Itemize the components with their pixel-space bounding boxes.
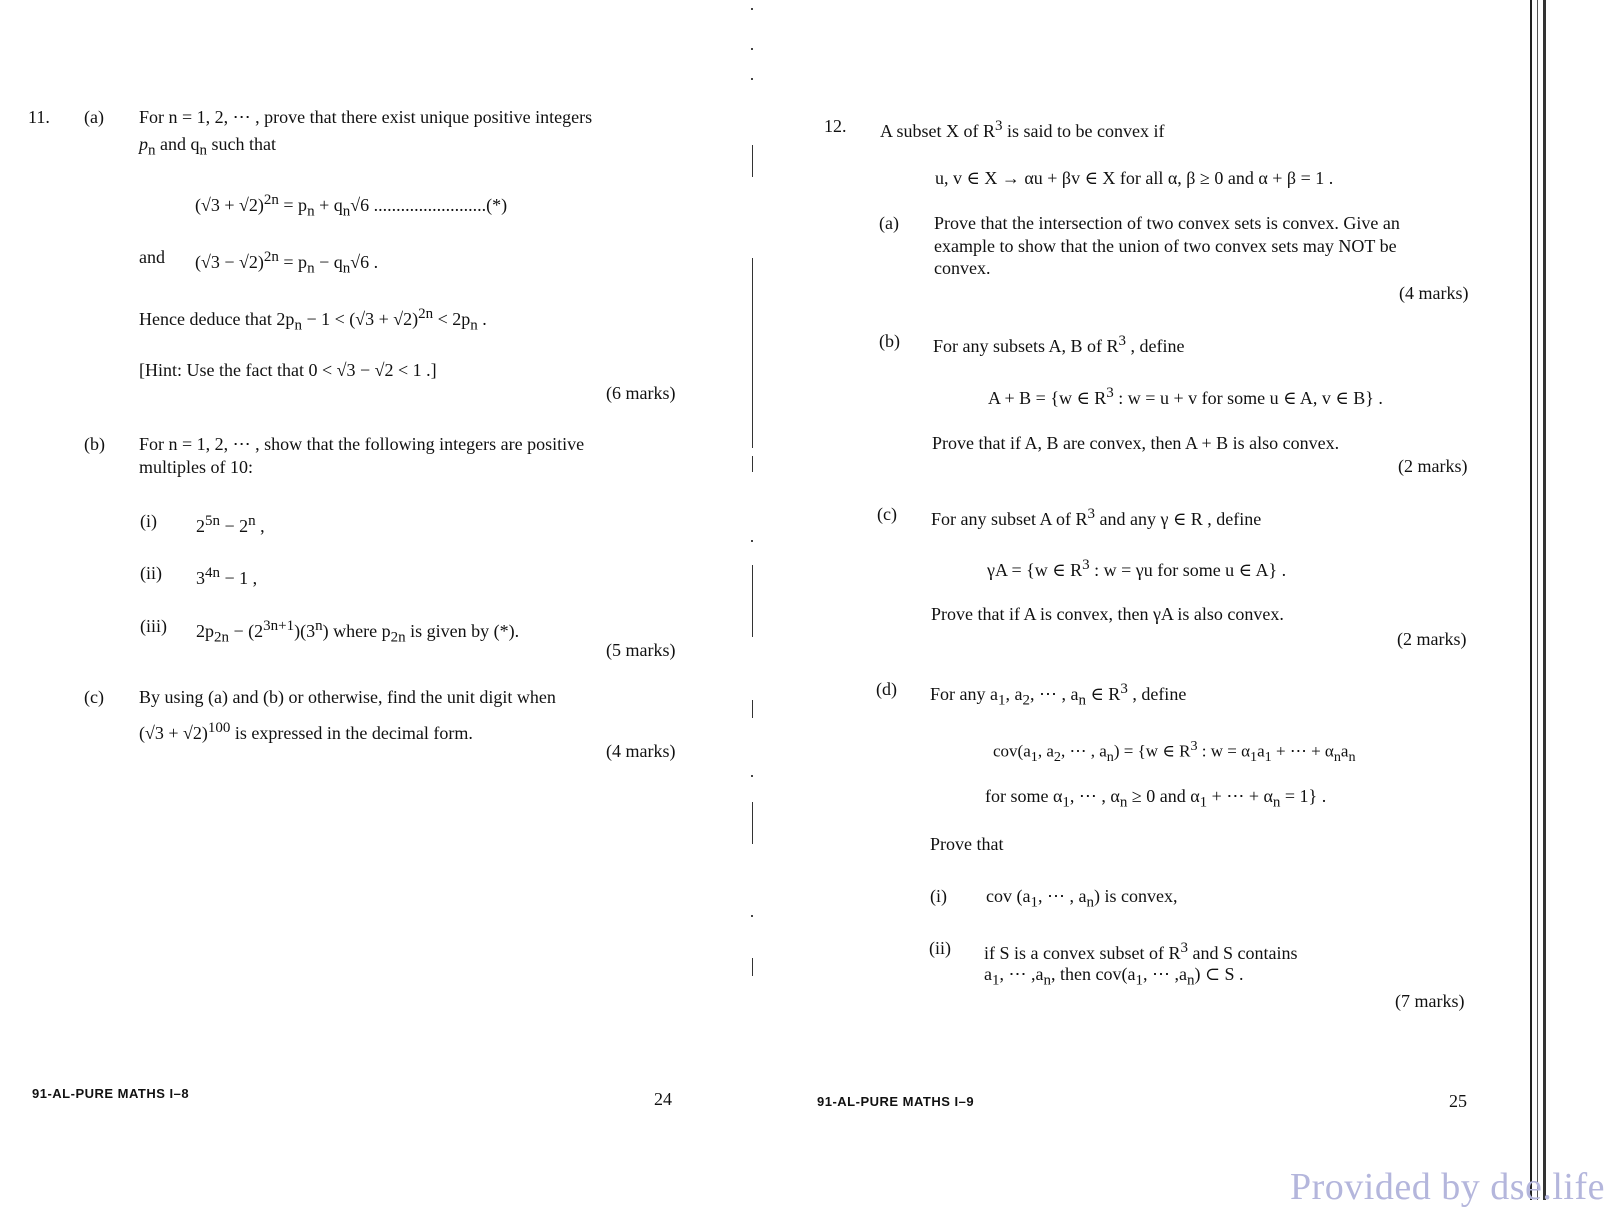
q12c-prove: Prove that if A is convex, then γA is also convex.: [931, 604, 1284, 624]
q12-intro: A subset X of $R^3$ is said to be convex if: [880, 118, 1165, 141]
gutter-dot: [751, 78, 753, 80]
gutter-line: [752, 565, 753, 637]
question-number-12: 12.: [824, 116, 847, 136]
gutter-dot: [751, 48, 753, 50]
convex-definition: u, v ∈ X → αu + βv ∈ X for all α, β ≥ 0 and α + β = 1 .: [935, 168, 1334, 188]
q11b-ii-expr: $3^{4n} - 1$ ,: [196, 565, 258, 588]
gutter-dot: [751, 915, 753, 917]
equation-conjugate: $(√3 - √2)^{2n} = p_n - q_n√6$ .: [195, 249, 379, 277]
marks-11a: (6 marks): [606, 383, 676, 403]
q12b-line1: For any subsets A, B of $R^3$ , define: [933, 333, 1185, 356]
left-footer: 91-AL-PURE MATHS I–8: [32, 1086, 190, 1101]
hint-text: [Hint: Use the fact that 0 < √3 − √2 < 1 .]: [139, 360, 437, 380]
q11c-line1: By using (a) and (b) or otherwise, find the unit digit when: [139, 687, 556, 707]
gutter-dot: [751, 775, 753, 777]
and-label: and: [139, 247, 165, 267]
q12-part-b-label: (b): [879, 331, 900, 351]
q11b-line1: For n = 1, 2, ⋯ , show that the following integers are positive: [139, 434, 585, 454]
equation-star: $(√3 + √2)^{2n} = p_n + q_n√6$ .........................(*): [195, 192, 508, 220]
marks-11b: (5 marks): [606, 640, 676, 660]
marks-12c: (2 marks): [1397, 629, 1467, 649]
q12d-ii-line1: if S is a convex subset of $R^3$ and S contains: [984, 940, 1298, 963]
q11b-iii-expr: $2p_{2n} - (2^{3n+1})(3^n)$ where $p_{2n}$ is given by (*).: [196, 618, 520, 646]
sum-set-definition: A + B = {w ∈ $R^3$ : w = u + v for some u ∈ A, v ∈ B} .: [988, 385, 1383, 408]
scan-edge: [1543, 0, 1546, 1200]
q11a-line1: For n = 1, 2, ⋯ , prove that there exist unique positive integers: [139, 107, 593, 127]
q12a-line3: convex.: [934, 258, 991, 278]
deduce-statement: Hence deduce that $2p_n - 1 < (√3 + √2)^{2n} < 2p_n$ .: [139, 306, 487, 334]
part-c-label: (c): [84, 687, 104, 707]
q12d-i-label: (i): [930, 886, 947, 906]
q12d-prove-that: Prove that: [930, 834, 1004, 854]
gutter-dot: [751, 8, 753, 10]
scan-edge: [1537, 0, 1538, 1200]
gutter-dot: [751, 540, 753, 542]
gutter-line: [752, 456, 753, 472]
right-footer: 91-AL-PURE MATHS I–9: [817, 1094, 975, 1109]
q12a-line1: Prove that the intersection of two convex sets is convex. Give an: [934, 213, 1400, 233]
q11b-i-label: (i): [140, 511, 157, 531]
q11c-line2: $(√3 + √2)^{100}$ is expressed in the decimal form.: [139, 720, 473, 743]
q11a-line2: $p_n$ and $q_n$ such that: [139, 134, 276, 159]
convex-hull-definition: $cov(a_1$, $a_2$, ⋯ , $a_n) = \{w$ ∈ $R^3$ : $w = \alpha_1a_1$ + ⋯ + $\alpha_na_n$: [993, 738, 1356, 766]
right-page-number: 25: [1449, 1091, 1467, 1111]
left-page-number: 24: [654, 1089, 672, 1109]
scan-edge: [1530, 0, 1532, 1200]
q12d-line1: For any $a_1$, $a_2$, ⋯ , $a_n$ ∈ $R^3$ , define: [930, 681, 1187, 709]
marks-11c: (4 marks): [606, 741, 676, 761]
q12-part-a-label: (a): [879, 213, 899, 233]
q11b-ii-label: (ii): [140, 563, 162, 583]
q11b-line2: multiples of 10:: [139, 457, 253, 477]
q12d-i-statement: cov ($a_1$, ⋯ , $a_n$) is convex,: [986, 886, 1178, 911]
q12-part-d-label: (d): [876, 679, 897, 699]
q11b-i-expr: $2^{5n} - 2^n$ ,: [196, 513, 265, 536]
part-b-label: (b): [84, 434, 105, 454]
q12b-prove: Prove that if A, B are convex, then A + B is also convex.: [932, 433, 1340, 453]
q12c-line1: For any subset A of $R^3$ and any γ ∈ R , define: [931, 506, 1262, 529]
marks-12b: (2 marks): [1398, 456, 1468, 476]
watermark: Provided by dse.life: [1290, 1166, 1606, 1208]
question-number-11: 11.: [28, 107, 50, 127]
marks-12a: (4 marks): [1399, 283, 1469, 303]
q12d-ii-line2: $a_1$, ⋯ $,a_n$, then $cov(a_1$, ⋯ $,a_n$) ⊂ S .: [984, 964, 1244, 989]
q12a-line2: example to show that the union of two convex sets may NOT be: [934, 236, 1397, 256]
gutter-line: [752, 145, 753, 177]
convex-hull-condition: for some $\alpha_1$, ⋯ , $\alpha_n \ge 0$ and $\alpha_1$ + ⋯ + $\alpha_n = 1$} .: [985, 786, 1327, 811]
q12-part-c-label: (c): [877, 504, 897, 524]
gutter-line: [752, 700, 753, 718]
gutter-line: [752, 258, 753, 448]
q12d-ii-label: (ii): [929, 938, 951, 958]
gutter-line: [752, 958, 753, 976]
marks-12d: (7 marks): [1395, 991, 1465, 1011]
gutter-line: [752, 802, 753, 844]
part-a-label: (a): [84, 107, 104, 127]
scaled-set-definition: γA = {w ∈ $R^3$ : w = γu for some u ∈ A} .: [987, 557, 1287, 580]
q11b-iii-label: (iii): [140, 616, 167, 636]
